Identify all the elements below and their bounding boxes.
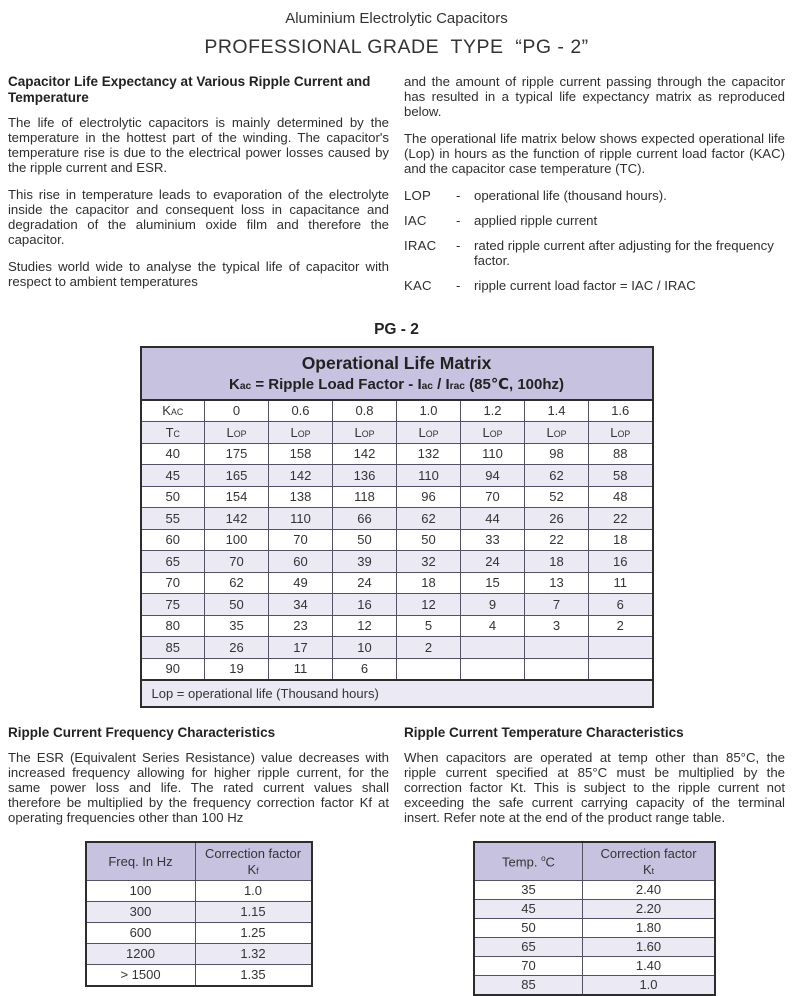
lop-header-cell (269, 422, 333, 444)
table-cell: 15 (461, 572, 525, 594)
table-cell (525, 658, 589, 680)
table-cell: 165 (205, 465, 269, 487)
freq-table-body (86, 880, 312, 986)
table-cell: 22 (589, 508, 653, 530)
table-header-row (86, 842, 312, 880)
label-main: L (482, 424, 490, 440)
temp-col-header (474, 842, 583, 880)
matrix-title: Operational Life Matrix (301, 352, 492, 373)
table-cell: 17 (269, 637, 333, 659)
table-cell: 60 (269, 551, 333, 573)
table-row (86, 880, 312, 901)
table-cell: 19 (205, 658, 269, 680)
table-row (86, 922, 312, 943)
table-cell: > 1500 (86, 964, 196, 986)
table-cell: 18 (589, 529, 653, 551)
label-main: L (354, 424, 362, 440)
subscript-text: OP (489, 428, 503, 439)
table-cell: 32 (397, 551, 461, 573)
table-cell: 80 (141, 615, 205, 637)
table-cell: 1.15 (195, 901, 312, 922)
table-cell: 600 (86, 922, 196, 943)
table-cell: 110 (461, 443, 525, 465)
definition-row (404, 278, 785, 293)
table-cell: 70 (141, 572, 205, 594)
table-cell: 85 (474, 975, 583, 995)
table-cell: 40 (141, 443, 205, 465)
table-cell: 62 (397, 508, 461, 530)
subscript-text: f (256, 865, 259, 876)
definition-dash: - (456, 188, 461, 204)
temperature-section (404, 725, 785, 996)
subscript-text: OP (361, 428, 375, 439)
definition-desc: operational life (thousand hours). (474, 188, 667, 204)
lop-header-cell (333, 422, 397, 444)
definition-term: LOP (404, 188, 431, 204)
table-cell: 154 (205, 486, 269, 508)
page-title: Aluminium Electrolytic Capacitors (285, 10, 508, 27)
table-cell: 1.0 (195, 880, 312, 901)
table-row (141, 658, 653, 680)
table-cell: 5 (397, 615, 461, 637)
table-cell: 50 (333, 529, 397, 551)
table-row (141, 508, 653, 530)
table-cell: 6 (333, 658, 397, 680)
subscript-text: OP (233, 428, 247, 439)
label-main: K (162, 403, 171, 419)
label-main: C (545, 854, 555, 869)
subscript-text: OP (553, 428, 567, 439)
subscript-text: ac (421, 380, 433, 392)
kt-col-header (583, 842, 716, 880)
paragraph: and the amount of ripple current passing through the capacitor has resulted in a typical life expectancy matrix as reproduced below. (404, 74, 785, 120)
table-row (474, 956, 715, 975)
table-cell: 2 (589, 615, 653, 637)
table-cell: 26 (525, 508, 589, 530)
header-line (585, 862, 712, 877)
table-cell: 175 (205, 443, 269, 465)
definition-desc: applied ripple current (474, 213, 598, 229)
definition-term: IRAC (404, 238, 437, 254)
subtitle-text: = Ripple Load Factor - (251, 375, 418, 393)
table-cell: 70 (474, 956, 583, 975)
table-row (474, 918, 715, 937)
table-row (141, 465, 653, 487)
table-cell: 26 (205, 637, 269, 659)
operational-life-matrix-table (140, 346, 654, 709)
matrix-tc-lop-row (141, 422, 653, 444)
table-cell: 142 (333, 443, 397, 465)
table-cell: 16 (333, 594, 397, 616)
definition-dash: - (456, 238, 461, 254)
table-cell: 1200 (86, 943, 196, 964)
bottom-columns (8, 725, 785, 996)
temperature-correction-table (473, 841, 716, 996)
frequency-correction-table (85, 841, 313, 987)
paragraph: This rise in temperature leads to evaporation of the electrolyte inside the capacitor and consequent loss in capacitance and degradation of the aluminium oxide film and therefore the capacitor. (8, 187, 389, 248)
temperature-heading: Ripple Current Temperature Characteristics (404, 725, 684, 741)
subscript-text: OP (297, 428, 311, 439)
subtitle-text: K (229, 375, 240, 393)
table-cell: 50 (205, 594, 269, 616)
table-cell: 60 (141, 529, 205, 551)
matrix-col-header: 0.6 (269, 400, 333, 422)
freq-col-header: Freq. In Hz (86, 842, 196, 880)
table-cell: 1.60 (583, 937, 716, 956)
table-cell: 35 (474, 880, 583, 899)
table-cell: 62 (525, 465, 589, 487)
table-cell: 158 (269, 443, 333, 465)
frequency-heading: Ripple Current Frequency Characteristics (8, 725, 276, 741)
table-cell (589, 637, 653, 659)
table-cell: 52 (525, 486, 589, 508)
table-cell: 49 (269, 572, 333, 594)
definition-desc: ripple current load factor = IAC / IRAC (474, 278, 696, 294)
table-cell: 70 (269, 529, 333, 551)
subtitle-text: I (417, 375, 422, 393)
table-cell: 100 (205, 529, 269, 551)
matrix-row-header (141, 400, 205, 422)
table-cell: 1.40 (583, 956, 716, 975)
table-cell: 45 (141, 465, 205, 487)
table-cell: 9 (461, 594, 525, 616)
table-cell: 50 (474, 918, 583, 937)
label-main: L (610, 424, 618, 440)
table-cell: 50 (141, 486, 205, 508)
lop-header-cell (525, 422, 589, 444)
header-line: Correction factor (204, 846, 302, 862)
table-cell: 300 (86, 901, 196, 922)
table-cell: 70 (461, 486, 525, 508)
table-cell: 18 (397, 572, 461, 594)
table-cell: 2.40 (583, 880, 716, 899)
table-cell: 48 (589, 486, 653, 508)
subscript-text: C (173, 428, 180, 439)
life-expectancy-heading: Capacitor Life Expectancy at Various Ripple Current and Temperature (8, 74, 371, 105)
table-cell: 35 (205, 615, 269, 637)
table-cell: 118 (333, 486, 397, 508)
table-cell: 75 (141, 594, 205, 616)
definition-row (404, 213, 785, 228)
temp-table-body (474, 880, 715, 995)
table-cell: 11 (589, 572, 653, 594)
paragraph: Studies world wide to analyse the typical life of capacitor with respect to ambient temperatures (8, 259, 389, 290)
table-row (141, 529, 653, 551)
label-main: Temp. (502, 854, 542, 869)
table-row (141, 551, 653, 573)
label-main: L (290, 424, 298, 440)
table-cell: 11 (269, 658, 333, 680)
pg2-label: PG - 2 (374, 320, 419, 338)
table-cell: 34 (269, 594, 333, 616)
table-row (86, 964, 312, 986)
definition-dash: - (456, 278, 461, 294)
label-main: L (418, 424, 426, 440)
table-cell: 23 (269, 615, 333, 637)
table-cell (461, 637, 525, 659)
table-cell: 110 (269, 508, 333, 530)
label-main: T (165, 424, 174, 440)
table-cell: 100 (86, 880, 196, 901)
table-row (86, 901, 312, 922)
definition-row (404, 238, 785, 268)
table-row (141, 572, 653, 594)
table-cell: 96 (397, 486, 461, 508)
matrix-title-row (141, 347, 653, 400)
paragraph: When capacitors are operated at temp other than 85°C, the ripple current specified at 85°C must be multiplied by the correction factor Kt. This is subject to the ripple current not exceeding the safe current carrying capacity of the terminal insert. Refer note at the end of the product range table. (404, 749, 785, 826)
table-cell: 2 (397, 637, 461, 659)
table-cell: 44 (461, 508, 525, 530)
table-cell: 62 (205, 572, 269, 594)
definition-row (404, 188, 785, 203)
lop-header-cell (589, 422, 653, 444)
table-cell: 55 (141, 508, 205, 530)
intro-columns (8, 74, 785, 304)
table-cell: 65 (141, 551, 205, 573)
table-cell: 65 (474, 937, 583, 956)
subscript-text: t (651, 865, 655, 876)
table-cell: 1.25 (195, 922, 312, 943)
table-cell: 6 (589, 594, 653, 616)
table-cell: 58 (589, 465, 653, 487)
abbreviation-definitions (404, 188, 785, 293)
table-cell: 16 (589, 551, 653, 573)
label-main: L (546, 424, 554, 440)
table-cell: 3 (525, 615, 589, 637)
table-cell: 70 (205, 551, 269, 573)
table-cell (589, 658, 653, 680)
table-cell: 132 (397, 443, 461, 465)
table-cell: 12 (333, 615, 397, 637)
label-main: L (226, 424, 234, 440)
table-row (141, 594, 653, 616)
frequency-section (8, 725, 389, 996)
subtitle-text: I (445, 375, 450, 393)
table-cell (397, 658, 461, 680)
paragraph: The ESR (Equivalent Series Resistance) value decreases with increased frequency allowing for higher ripple current, for the same power loss and life. The rated current values shall therefore be multiplied by the frequency correction factor Kf at operating frequencies other than 100 Hz (8, 749, 389, 826)
kf-col-header (195, 842, 312, 880)
table-row (474, 975, 715, 995)
table-row (141, 486, 653, 508)
superscript-text: o (541, 853, 546, 863)
table-cell: 39 (333, 551, 397, 573)
subtitle-text: / (432, 375, 446, 393)
table-cell: 138 (269, 486, 333, 508)
table-cell: 1.80 (583, 918, 716, 937)
table-cell: 98 (525, 443, 589, 465)
paragraph: The life of electrolytic capacitors is mainly determined by the temperature in the hottest part of the winding. The capacitor's temperature rise is due to the electrical power losses caused by the ripple current and ESR. (8, 114, 389, 175)
table-cell: 94 (461, 465, 525, 487)
table-cell: 7 (525, 594, 589, 616)
table-row (141, 637, 653, 659)
table-cell: 66 (333, 508, 397, 530)
table-cell: 136 (333, 465, 397, 487)
table-cell: 110 (397, 465, 461, 487)
table-cell: 4 (461, 615, 525, 637)
subscript-text: AC (170, 407, 184, 418)
table-cell: 24 (333, 572, 397, 594)
table-row (141, 443, 653, 465)
table-cell: 12 (397, 594, 461, 616)
table-cell: 142 (269, 465, 333, 487)
intro-left-column (8, 74, 389, 304)
table-cell: 22 (525, 529, 589, 551)
definition-term: IAC (404, 213, 427, 229)
intro-right-column (404, 74, 785, 304)
table-cell: 2.20 (583, 899, 716, 918)
table-cell: 24 (461, 551, 525, 573)
definition-dash: - (456, 213, 461, 229)
table-cell: 90 (141, 658, 205, 680)
matrix-body (141, 443, 653, 680)
matrix-col-header: 1.2 (461, 400, 525, 422)
table-cell: 1.35 (195, 964, 312, 986)
matrix-footnote: Lop = operational life (Thousand hours) (141, 680, 653, 707)
table-cell: 142 (205, 508, 269, 530)
table-row (141, 615, 653, 637)
table-cell: 85 (141, 637, 205, 659)
table-row (474, 937, 715, 956)
table-cell: 88 (589, 443, 653, 465)
header-line (198, 862, 309, 877)
matrix-kac-row (141, 400, 653, 422)
table-cell: 18 (525, 551, 589, 573)
matrix-header (141, 347, 653, 400)
lop-header-cell (205, 422, 269, 444)
subtitle-text: (85℃, 100hz) (464, 375, 564, 393)
label-main: K (247, 861, 257, 877)
header-line: Correction factor (600, 846, 697, 862)
definition-desc: rated ripple current after adjusting for the frequency factor. (474, 238, 774, 269)
matrix-row-header (141, 422, 205, 444)
table-cell: 1.32 (195, 943, 312, 964)
subscript-text: rac (449, 380, 465, 392)
page-subtitle: PROFESSIONAL GRADE TYPE “PG - 2” (204, 36, 589, 58)
subscript-text: ac (239, 380, 252, 392)
table-cell: 10 (333, 637, 397, 659)
subscript-text: OP (617, 428, 631, 439)
matrix-col-header: 1.0 (397, 400, 461, 422)
table-cell: 1.0 (583, 975, 716, 995)
table-cell: 13 (525, 572, 589, 594)
lop-header-cell (397, 422, 461, 444)
table-cell: 33 (461, 529, 525, 551)
matrix-subtitle (146, 375, 648, 393)
matrix-col-header: 1.6 (589, 400, 653, 422)
matrix-col-header: 0 (205, 400, 269, 422)
lop-header-cell (461, 422, 525, 444)
table-cell: 50 (397, 529, 461, 551)
table-cell (525, 637, 589, 659)
table-cell (461, 658, 525, 680)
subscript-text: OP (425, 428, 439, 439)
matrix-col-header: 0.8 (333, 400, 397, 422)
paragraph: The operational life matrix below shows expected operational life (Lop) in hours as the function of ripple current load factor (KAC) and the capacitor case temperature (TC). (404, 131, 785, 177)
matrix-col-header: 1.4 (525, 400, 589, 422)
table-cell: 45 (474, 899, 583, 918)
table-row (474, 880, 715, 899)
label-main: K (642, 861, 652, 877)
table-header-row (474, 842, 715, 880)
table-row (474, 899, 715, 918)
matrix-footnote-row (141, 680, 653, 707)
table-row (86, 943, 312, 964)
definition-term: KAC (404, 278, 432, 294)
